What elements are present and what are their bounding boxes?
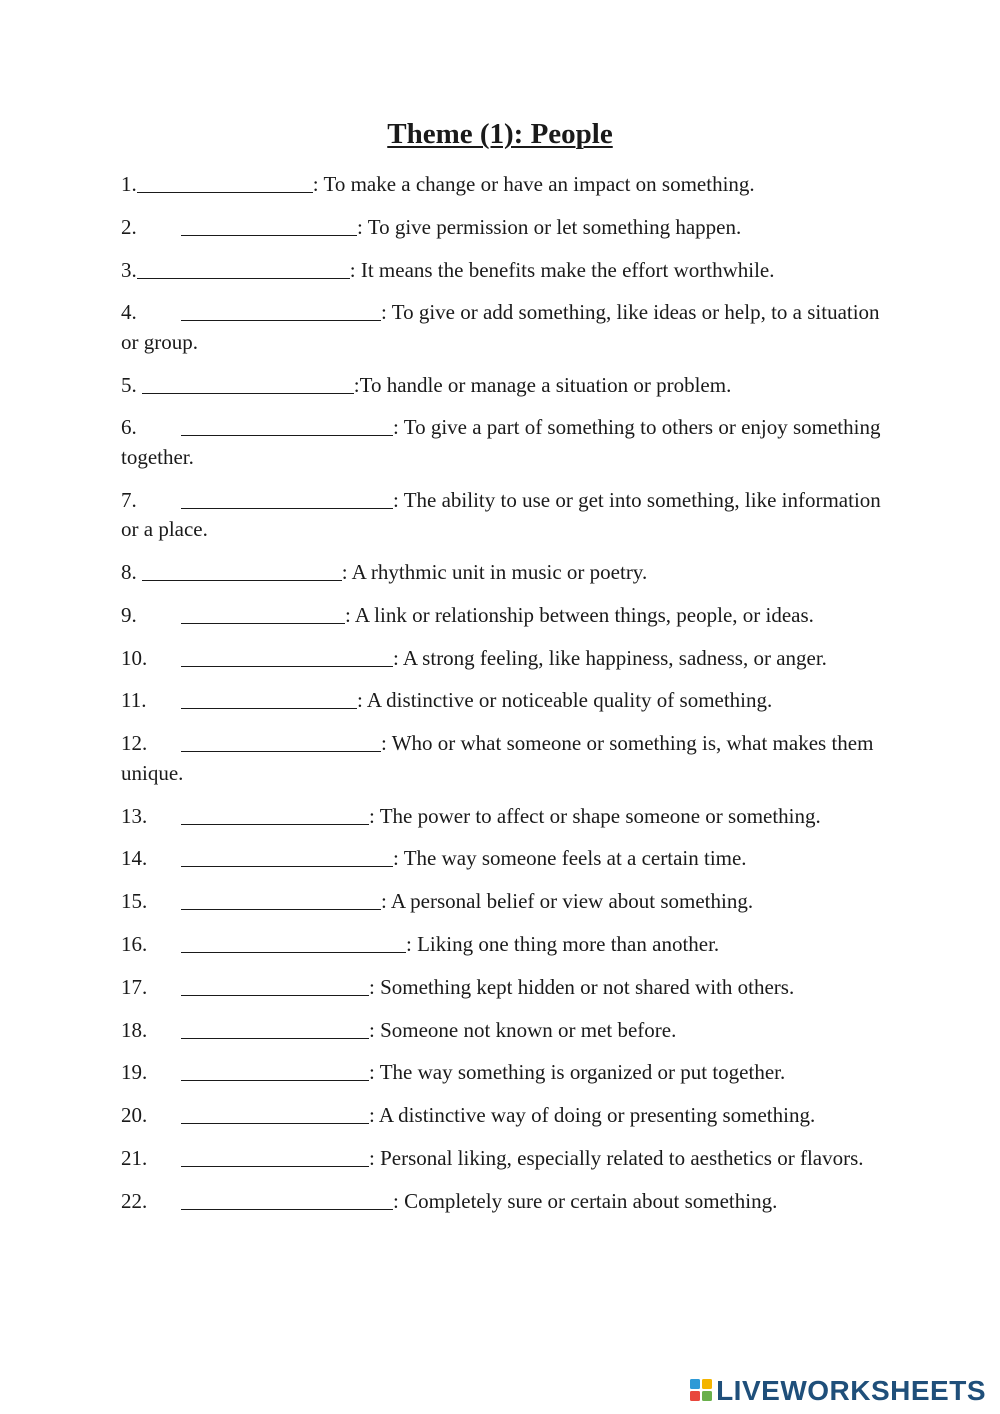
item-definition: : The way someone feels at a certain time. xyxy=(393,846,747,871)
answer-blank-12[interactable] xyxy=(181,731,381,752)
definition-list xyxy=(121,170,891,1230)
item-definition: : Personal liking, especially related to aesthetics or flavors. xyxy=(369,1145,864,1170)
item-number: 9. xyxy=(121,602,137,627)
answer-blank-20[interactable] xyxy=(181,1103,369,1124)
page-title: Theme (1): People xyxy=(387,118,613,150)
answer-blank-5[interactable] xyxy=(142,373,354,394)
item-definition: : A distinctive way of doing or presenting something. xyxy=(369,1103,816,1128)
item-definition: : A rhythmic unit in music or poetry. xyxy=(341,560,648,585)
list-item-4 xyxy=(121,298,891,357)
answer-blank-9[interactable] xyxy=(181,603,345,624)
answer-blank-21[interactable] xyxy=(181,1146,369,1167)
item-number: 3. xyxy=(121,257,137,282)
liveworksheets-logo-icon xyxy=(690,1379,712,1403)
answer-blank-10[interactable] xyxy=(181,646,393,667)
item-definition: : The power to affect or shape someone or something. xyxy=(369,803,821,828)
answer-blank-14[interactable] xyxy=(181,846,393,867)
list-item-21 xyxy=(121,1144,891,1174)
item-definition: : A distinctive or noticeable quality of something. xyxy=(357,688,773,713)
list-item-3 xyxy=(121,256,891,286)
list-item-12 xyxy=(121,729,891,788)
item-number: 13. xyxy=(121,803,148,828)
answer-blank-7[interactable] xyxy=(181,488,393,509)
list-item-20 xyxy=(121,1101,891,1131)
item-definition: : To give or add something, like ideas or help, to a situation or group. xyxy=(121,300,880,354)
logo-block-1 xyxy=(690,1379,700,1389)
item-number: 5. xyxy=(121,372,137,397)
item-number: 16. xyxy=(121,931,148,956)
answer-blank-1[interactable] xyxy=(137,172,313,193)
item-number: 11. xyxy=(121,688,147,713)
answer-blank-4[interactable] xyxy=(181,300,381,321)
item-number: 21. xyxy=(121,1145,148,1170)
answer-blank-11[interactable] xyxy=(181,688,357,709)
item-definition: : The way something is organized or put together. xyxy=(369,1060,786,1085)
item-number: 14. xyxy=(121,846,148,871)
item-number: 10. xyxy=(121,645,148,670)
answer-blank-17[interactable] xyxy=(181,975,369,996)
item-definition: : Completely sure or certain about something. xyxy=(393,1188,778,1213)
logo-block-2 xyxy=(702,1379,712,1389)
item-number: 22. xyxy=(121,1188,148,1213)
item-definition: : To make a change or have an impact on something. xyxy=(312,172,755,196)
answer-blank-15[interactable] xyxy=(181,889,381,910)
item-definition: : To give permission or let something happen. xyxy=(357,214,742,239)
list-item-9 xyxy=(121,601,891,631)
list-item-14 xyxy=(121,844,891,874)
list-item-8 xyxy=(121,558,891,588)
answer-blank-6[interactable] xyxy=(181,415,393,436)
answer-blank-16[interactable] xyxy=(181,932,406,953)
answer-blank-13[interactable] xyxy=(181,804,369,825)
item-definition: : A personal belief or view about something. xyxy=(381,889,754,914)
item-number: 15. xyxy=(121,889,148,914)
item-definition: : Someone not known or met before. xyxy=(369,1017,677,1042)
item-definition: : A link or relationship between things, people, or ideas. xyxy=(345,602,814,627)
item-definition: :To handle or manage a situation or problem. xyxy=(353,372,732,397)
list-item-5 xyxy=(121,371,891,401)
item-number: 2. xyxy=(121,214,137,239)
logo-block-4 xyxy=(702,1391,712,1401)
item-definition: : It means the benefits make the effort worthwhile. xyxy=(349,257,775,282)
answer-blank-8[interactable] xyxy=(142,560,342,581)
item-number: 18. xyxy=(121,1017,148,1042)
item-number: 12. xyxy=(121,731,148,756)
answer-blank-22[interactable] xyxy=(181,1189,393,1210)
list-item-11 xyxy=(121,686,891,716)
list-item-16 xyxy=(121,930,891,960)
liveworksheets-logo[interactable] xyxy=(690,1375,986,1407)
list-item-7 xyxy=(121,486,891,545)
item-definition: : The ability to use or get into something, like information or a place. xyxy=(121,487,881,542)
answer-blank-18[interactable] xyxy=(181,1018,369,1039)
item-number: 19. xyxy=(121,1060,148,1085)
answer-blank-19[interactable] xyxy=(181,1060,369,1081)
item-definition: : To give a part of something to others or enjoy something together. xyxy=(121,415,881,469)
list-item-6 xyxy=(121,413,891,472)
item-definition: : Liking one thing more than another. xyxy=(406,931,720,956)
list-item-17 xyxy=(121,973,891,1003)
item-number: 17. xyxy=(121,974,148,999)
logo-block-3 xyxy=(690,1391,700,1401)
list-item-2 xyxy=(121,213,891,243)
list-item-1 xyxy=(121,170,891,200)
list-item-15 xyxy=(121,887,891,917)
item-number: 1. xyxy=(121,172,137,196)
item-number: 8. xyxy=(121,560,137,585)
list-item-10 xyxy=(121,644,891,674)
item-definition: : A strong feeling, like happiness, sadness, or anger. xyxy=(393,645,827,670)
item-definition: : Who or what someone or something is, what makes them unique. xyxy=(121,731,874,785)
item-number: 7. xyxy=(121,487,137,512)
logo-text: LIVEWORKSHEETS xyxy=(716,1375,986,1406)
list-item-19 xyxy=(121,1058,891,1088)
item-definition: : Something kept hidden or not shared with others. xyxy=(369,974,795,999)
item-number: 6. xyxy=(121,415,137,440)
answer-blank-2[interactable] xyxy=(181,215,357,236)
list-item-18 xyxy=(121,1016,891,1046)
answer-blank-3[interactable] xyxy=(137,258,350,279)
list-item-22 xyxy=(121,1187,891,1217)
item-number: 20. xyxy=(121,1103,148,1128)
item-number: 4. xyxy=(121,300,137,325)
list-item-13 xyxy=(121,802,891,832)
